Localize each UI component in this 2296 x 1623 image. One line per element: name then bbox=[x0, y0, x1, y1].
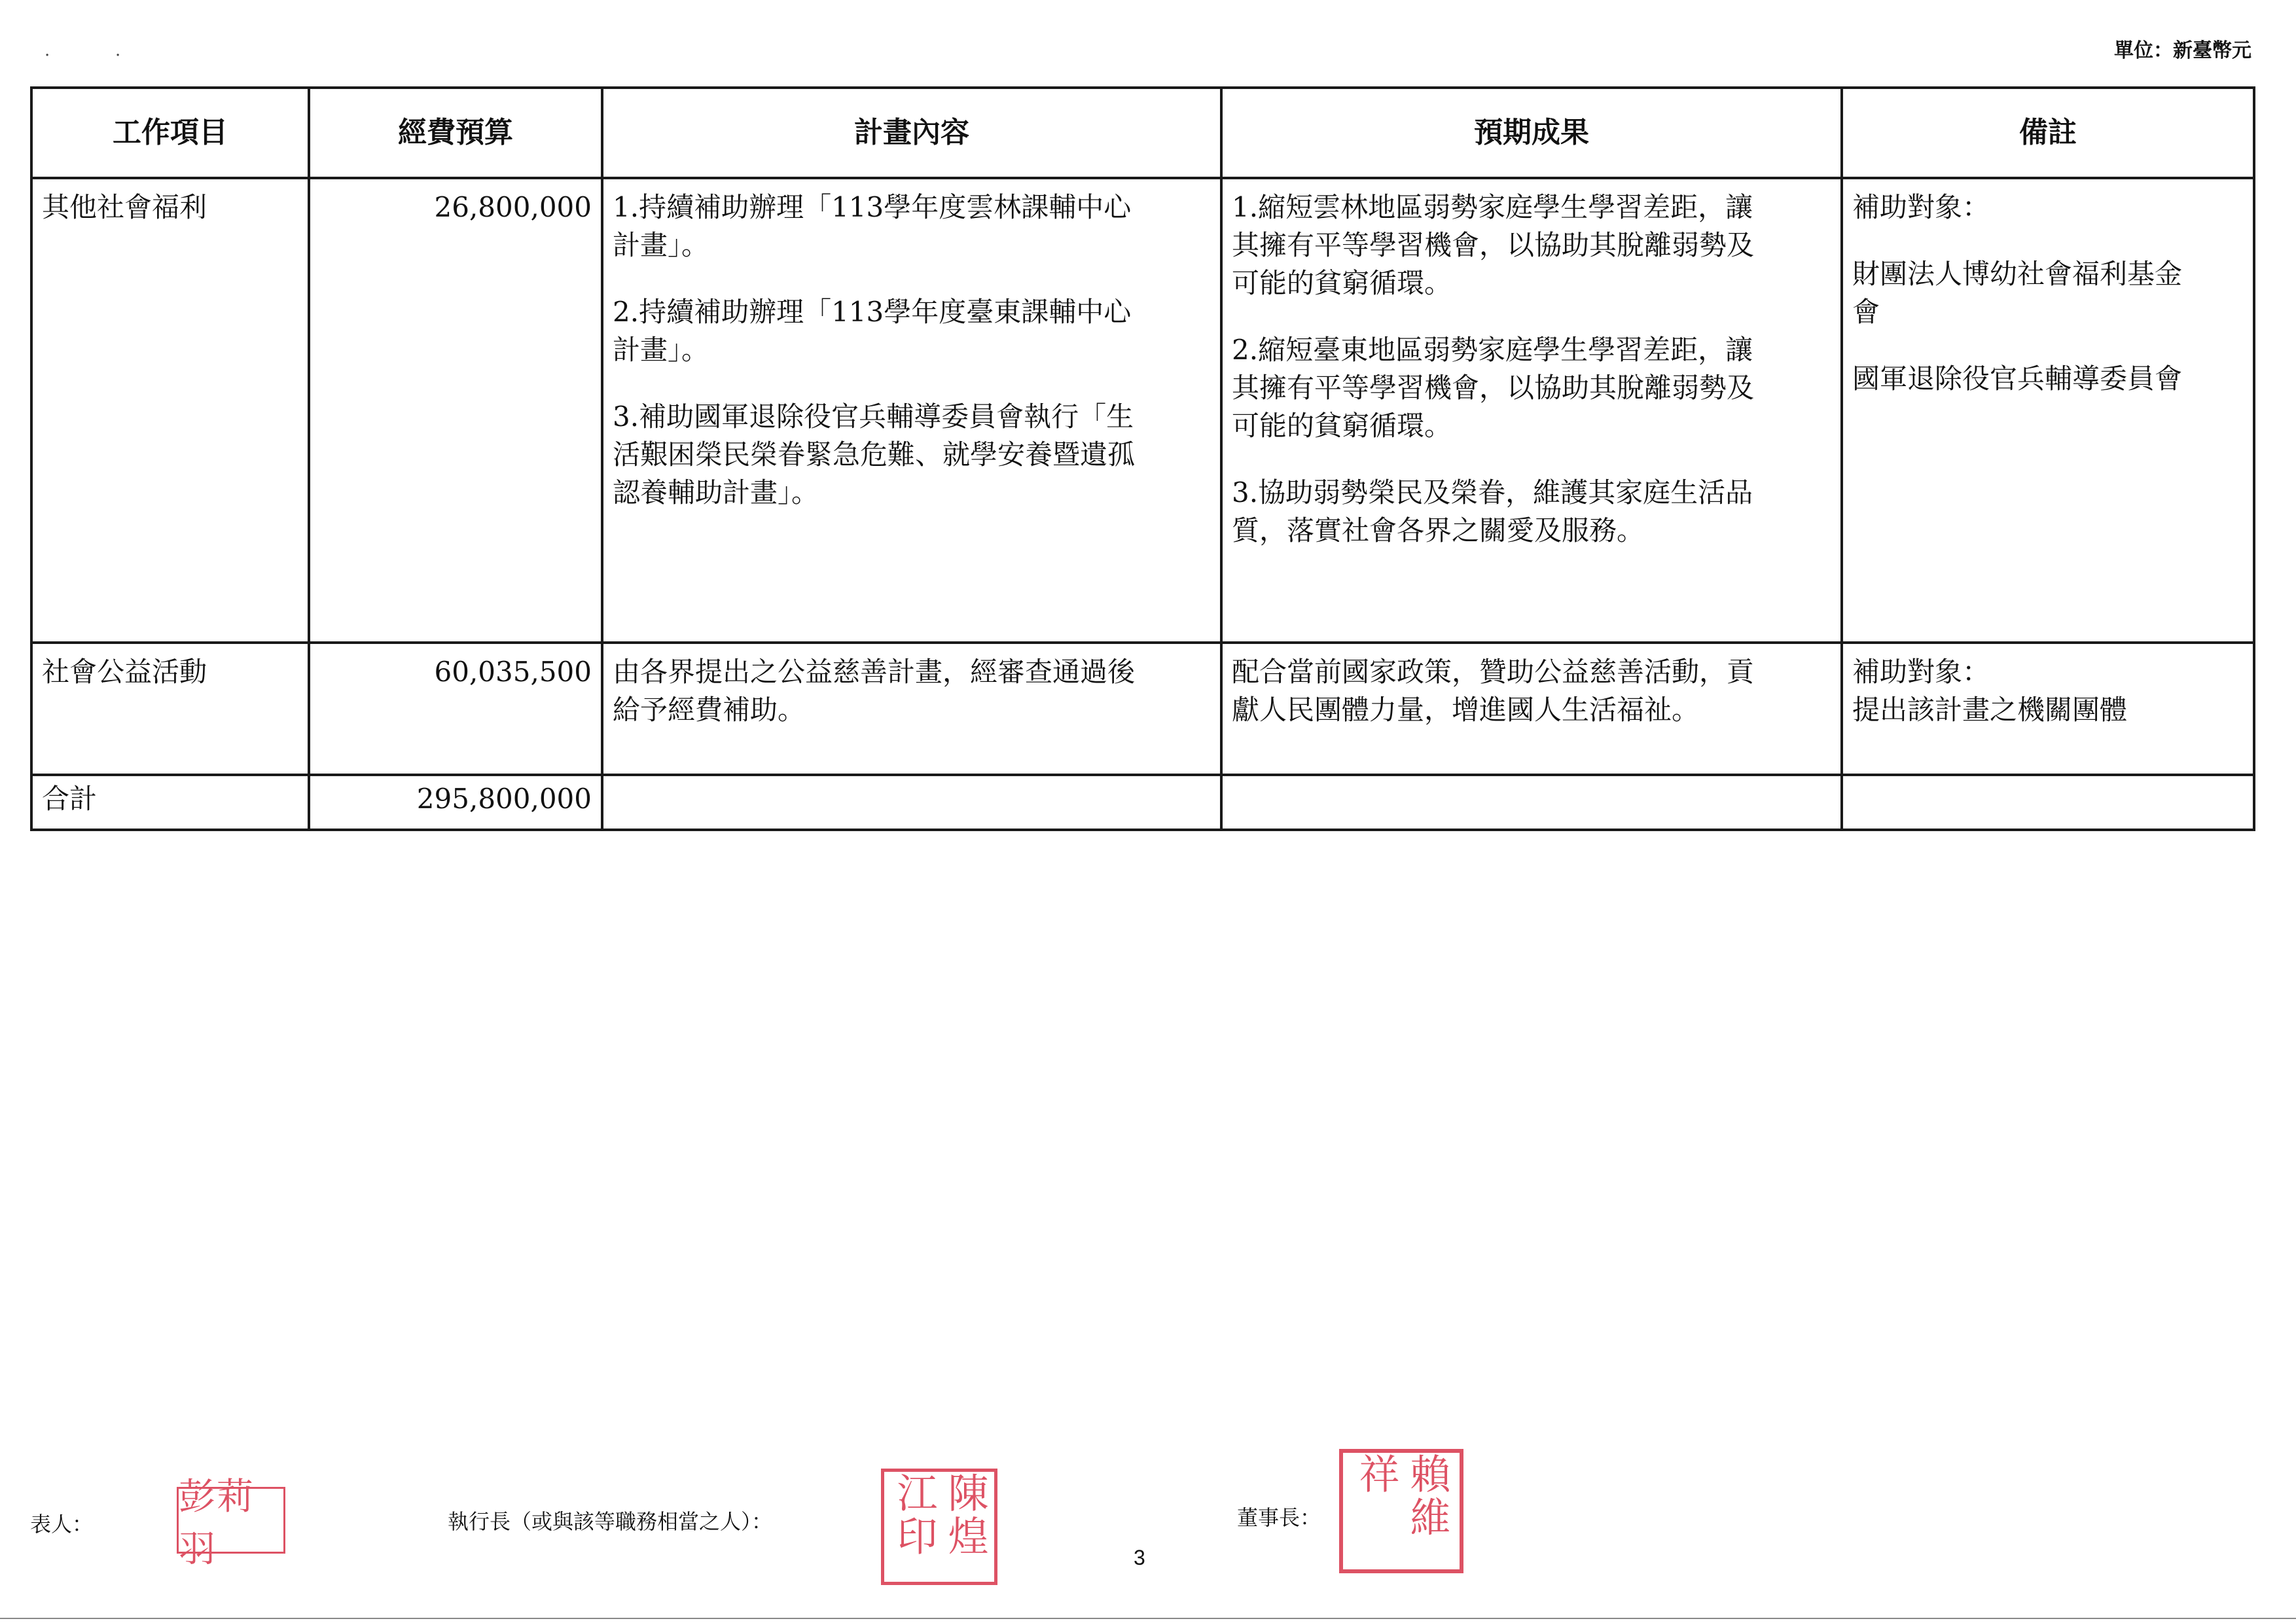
table-header-row bbox=[31, 88, 2254, 178]
budget-cell: 60,035,500 bbox=[309, 643, 602, 775]
ceo-label: 執行長（或與該等職務相當之人）： bbox=[448, 1509, 773, 1534]
header-remarks: 備註 bbox=[1842, 88, 2254, 178]
plan-paragraph: 1.持續補助辦理「113學年度雲林課輔中心 計畫」。 bbox=[613, 191, 1132, 261]
total-label-cell: 合計 bbox=[31, 775, 309, 830]
plan-content-cell bbox=[602, 178, 1221, 643]
ceo-seal bbox=[881, 1469, 997, 1585]
chairman-seal bbox=[1339, 1449, 1463, 1573]
work-item-cell: 社會公益活動 bbox=[31, 643, 309, 775]
empty-cell bbox=[1221, 775, 1842, 830]
ceo-seal-text: 陳煌江印 bbox=[890, 1472, 989, 1558]
outcome-paragraph: 1.縮短雲林地區弱勢家庭學生學習差距，讓 其擁有平等學習機會，以協助其脫離弱勢及 可能的貧窮循環。 bbox=[1232, 191, 1755, 299]
scan-edge-rule bbox=[0, 1618, 2296, 1619]
table-total-row bbox=[31, 775, 2254, 830]
table-row bbox=[31, 178, 2254, 643]
work-item-cell: 其他社會福利 bbox=[31, 178, 309, 643]
header-expected-outcome: 預期成果 bbox=[1221, 88, 1842, 178]
outcome-paragraph: 2.縮短臺東地區弱勢家庭學生學習差距，讓 其擁有平等學習機會，以協助其脫離弱勢及 可能的貧窮循環。 bbox=[1232, 334, 1755, 442]
remarks-paragraph: 補助對象： bbox=[1852, 191, 1990, 223]
remarks-paragraph: 財團法人博幼社會福利基金 會 bbox=[1852, 258, 2183, 328]
expected-outcome-cell bbox=[1221, 178, 1842, 643]
scan-dot: · bbox=[115, 46, 121, 65]
table-row bbox=[31, 643, 2254, 775]
expected-outcome-cell: 配合當前國家政策，贊助公益慈善活動，貢 獻人民團體力量，增進國人生活福祉。 bbox=[1221, 643, 1842, 775]
currency-unit-label: 單位：新臺幣元 bbox=[2114, 39, 2251, 62]
chairman-seal-text: 賴維祥 bbox=[1352, 1453, 1451, 1539]
plan-paragraph: 3.補助國軍退除役官兵輔導委員會執行「生 活艱困榮民榮眷緊急危難、就學安養暨遺孤 認養輔助計畫」。 bbox=[613, 401, 1136, 508]
chairman-label: 董事長： bbox=[1237, 1505, 1321, 1530]
scan-dot: · bbox=[45, 46, 50, 65]
outcome-paragraph: 3.協助弱勢榮民及榮眷，維護其家庭生活品 質，落實社會各界之關愛及服務。 bbox=[1232, 476, 1753, 546]
total-budget-cell: 295,800,000 bbox=[309, 775, 602, 830]
page-number: 3 bbox=[1134, 1546, 1145, 1569]
remarks-cell bbox=[1842, 178, 2254, 643]
plan-content-cell: 由各界提出之公益慈善計畫，經審查通過後 給予經費補助。 bbox=[602, 643, 1221, 775]
plan-paragraph: 2.持續補助辦理「113學年度臺東課輔中心 計畫」。 bbox=[613, 296, 1132, 366]
preparer-label: 表人： bbox=[30, 1512, 94, 1537]
empty-cell bbox=[602, 775, 1221, 830]
preparer-seal bbox=[177, 1476, 285, 1571]
empty-cell bbox=[1842, 775, 2254, 830]
budget-table bbox=[30, 86, 2255, 831]
header-budget: 經費預算 bbox=[309, 88, 602, 178]
remarks-paragraph: 國軍退除役官兵輔導委員會 bbox=[1852, 363, 2183, 395]
header-plan-content: 計畫內容 bbox=[602, 88, 1221, 178]
header-work-item: 工作項目 bbox=[31, 88, 309, 178]
remarks-cell: 補助對象： 提出該計畫之機關團體 bbox=[1842, 643, 2254, 775]
budget-cell: 26,800,000 bbox=[309, 178, 602, 643]
preparer-seal-text: 彭莉羽 bbox=[179, 1476, 255, 1571]
